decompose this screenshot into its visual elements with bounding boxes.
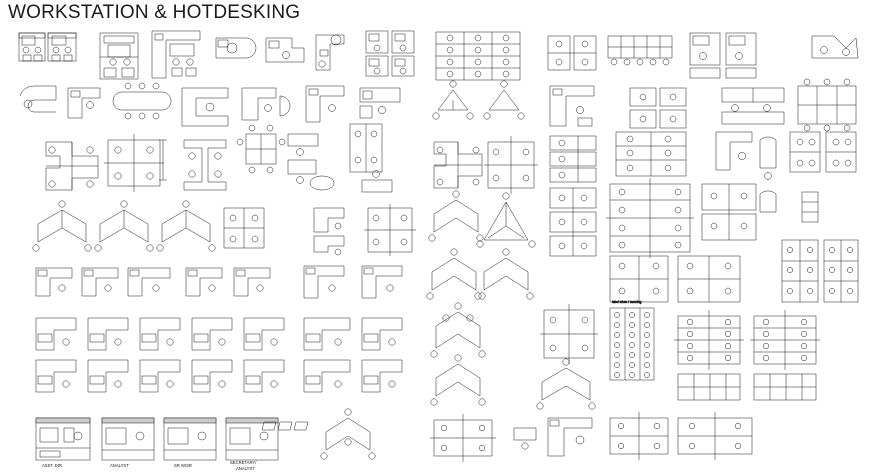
block-cross-workstation-left <box>674 310 744 370</box>
block-straight-run-cubicles <box>550 136 596 182</box>
block-workstation-row6-7 <box>362 318 402 350</box>
block-y-pod-bottom <box>321 409 375 459</box>
block-workstation-row7-6 <box>304 360 350 392</box>
block-tall-partition-desk <box>350 124 382 172</box>
block-double-bench-pod <box>790 132 856 172</box>
block-cross-pod-large <box>540 304 598 364</box>
block-cubicle-grid-right <box>782 240 858 302</box>
block-l-desk-with-storage <box>550 86 594 126</box>
block-three-seat-pod-right <box>479 249 533 299</box>
block-three-seat-pod-left <box>427 249 481 299</box>
plan-label-asst-dir: ASST. DIR. <box>42 463 64 469</box>
block-three-seat-y-pod-r4 <box>429 191 483 241</box>
block-large-bench-run <box>616 132 686 176</box>
block-triangular-pod <box>477 193 535 247</box>
plan-label-analyst-2: ANALYST <box>236 466 255 472</box>
block-curved-end-workstation <box>242 88 290 120</box>
block-twin-cubicle <box>366 31 414 76</box>
block-l-desk-row5-6 <box>304 266 344 298</box>
block-titled-plan-asst-dir <box>36 418 90 468</box>
block-cross-workstation-right <box>750 310 820 370</box>
block-cubicle-run-mid <box>610 256 668 302</box>
plan-label-sr-wsr: SR W/SR <box>174 463 192 469</box>
block-double-desk-run <box>722 88 784 124</box>
block-double-workstation-cluster <box>100 33 138 79</box>
block-workstation-row7-4 <box>192 360 232 392</box>
block-cross-pod-with-screens <box>104 134 164 192</box>
block-corner-workstation-pair <box>19 33 76 61</box>
block-l-desk-pair-right <box>716 132 776 179</box>
block-y-pod-2 <box>95 201 153 251</box>
block-l-desk-row5-4 <box>186 268 222 296</box>
block-y-pod-lower-b <box>537 359 595 409</box>
block-stepped-workstation-run <box>314 208 344 255</box>
block-curved-reception-desk <box>20 86 56 112</box>
block-l-desk-row5-5 <box>234 268 270 296</box>
block-cross-pod-bottom <box>430 414 496 462</box>
block-titled-plan-sr-wsr <box>164 418 216 468</box>
block-double-back-to-back-desk <box>548 36 596 70</box>
block-small-corner-desk <box>68 88 100 118</box>
block-corner-desk-with-chair <box>316 35 344 70</box>
block-paired-cubicle-bottom-right <box>678 412 752 460</box>
block-five-seat-bench <box>608 36 672 65</box>
block-bench-block-lower-left <box>678 374 740 400</box>
block-pedestal-desk <box>360 88 400 118</box>
block-cross-pod-four-seat-c <box>484 136 538 194</box>
block-small-desk-bottom <box>514 428 536 449</box>
block-four-seat-square-table <box>237 125 318 173</box>
block-workstation-row7-2 <box>88 360 128 392</box>
block-y-pod-3 <box>157 201 215 251</box>
block-oval-meeting-table <box>113 83 171 119</box>
block-cross-cubicle-four <box>364 204 416 256</box>
block-titled-plan-secretary-analyst <box>226 418 278 471</box>
block-u-shape-workstation <box>182 88 228 126</box>
block-paired-cubicle-bottom-left <box>610 412 668 460</box>
plan-label-secretary: SECRETARY/ <box>230 460 257 466</box>
block-peninsula-desk <box>266 38 304 62</box>
block-partition-strip <box>802 192 818 222</box>
block-cross-pod-four-seat-b <box>434 142 482 188</box>
block-four-seat-round-table <box>433 81 473 119</box>
block-corner-desk-bottom <box>548 418 592 456</box>
drawing-note: label when / morning <box>612 299 642 304</box>
block-workstation-row6-3 <box>140 318 180 350</box>
block-workstation-row7-5 <box>244 360 284 392</box>
block-workstation-row6-5 <box>244 318 284 350</box>
block-workstation-row6-2 <box>88 318 128 350</box>
block-six-seat-bench-table <box>798 79 856 131</box>
block-l-desk-row5-1 <box>36 268 72 296</box>
block-l-desk-with-return <box>152 31 200 78</box>
block-workstation-row6-4 <box>192 318 232 350</box>
block-cubicle-cluster-right <box>702 184 776 240</box>
block-six-seat-bench-run <box>436 32 520 80</box>
block-bench-block-lower-right <box>754 374 816 400</box>
block-titled-plan-analyst <box>102 418 154 468</box>
page-title: WORKSTATION & HOTDESKING <box>8 2 301 23</box>
block-l-desk-row5-7 <box>362 266 402 298</box>
block-cubicle-block-left <box>550 188 596 256</box>
block-quad-pod-workstation <box>630 88 686 128</box>
block-corner-cubicle-pair-r4 <box>224 208 264 248</box>
block-workstation-row7-7 <box>362 360 402 392</box>
block-workstation-row6-6 <box>304 318 350 350</box>
block-cubicle-run-mid-b <box>678 256 740 302</box>
block-three-seat-cluster <box>484 81 524 119</box>
block-l-desk-row5-2 <box>82 268 118 296</box>
block-large-cross-pod-cluster <box>606 178 694 258</box>
block-single-desk-with-chair-r3 <box>288 160 392 192</box>
block-y-pod-lower <box>431 355 485 405</box>
block-corner-desk-unit-r2 <box>306 86 344 122</box>
plan-label-analyst: ANALYST <box>110 463 129 469</box>
block-l-desk-row5-3 <box>128 268 170 296</box>
block-curved-six-pod <box>431 303 485 357</box>
block-workstation-row6-1 <box>36 318 76 350</box>
block-rounded-end-desk <box>216 38 256 58</box>
block-workstation-row7-1 <box>36 360 76 392</box>
block-v-shape-workstation <box>812 36 858 58</box>
block-seat-matrix-grid <box>610 308 654 380</box>
block-cross-pod-four-seat <box>46 142 98 190</box>
block-paired-cubicles <box>690 33 756 78</box>
block-y-pod-1 <box>33 201 91 251</box>
block-workstation-row7-3 <box>140 360 180 392</box>
block-h-shape-desk-pair <box>184 140 226 190</box>
